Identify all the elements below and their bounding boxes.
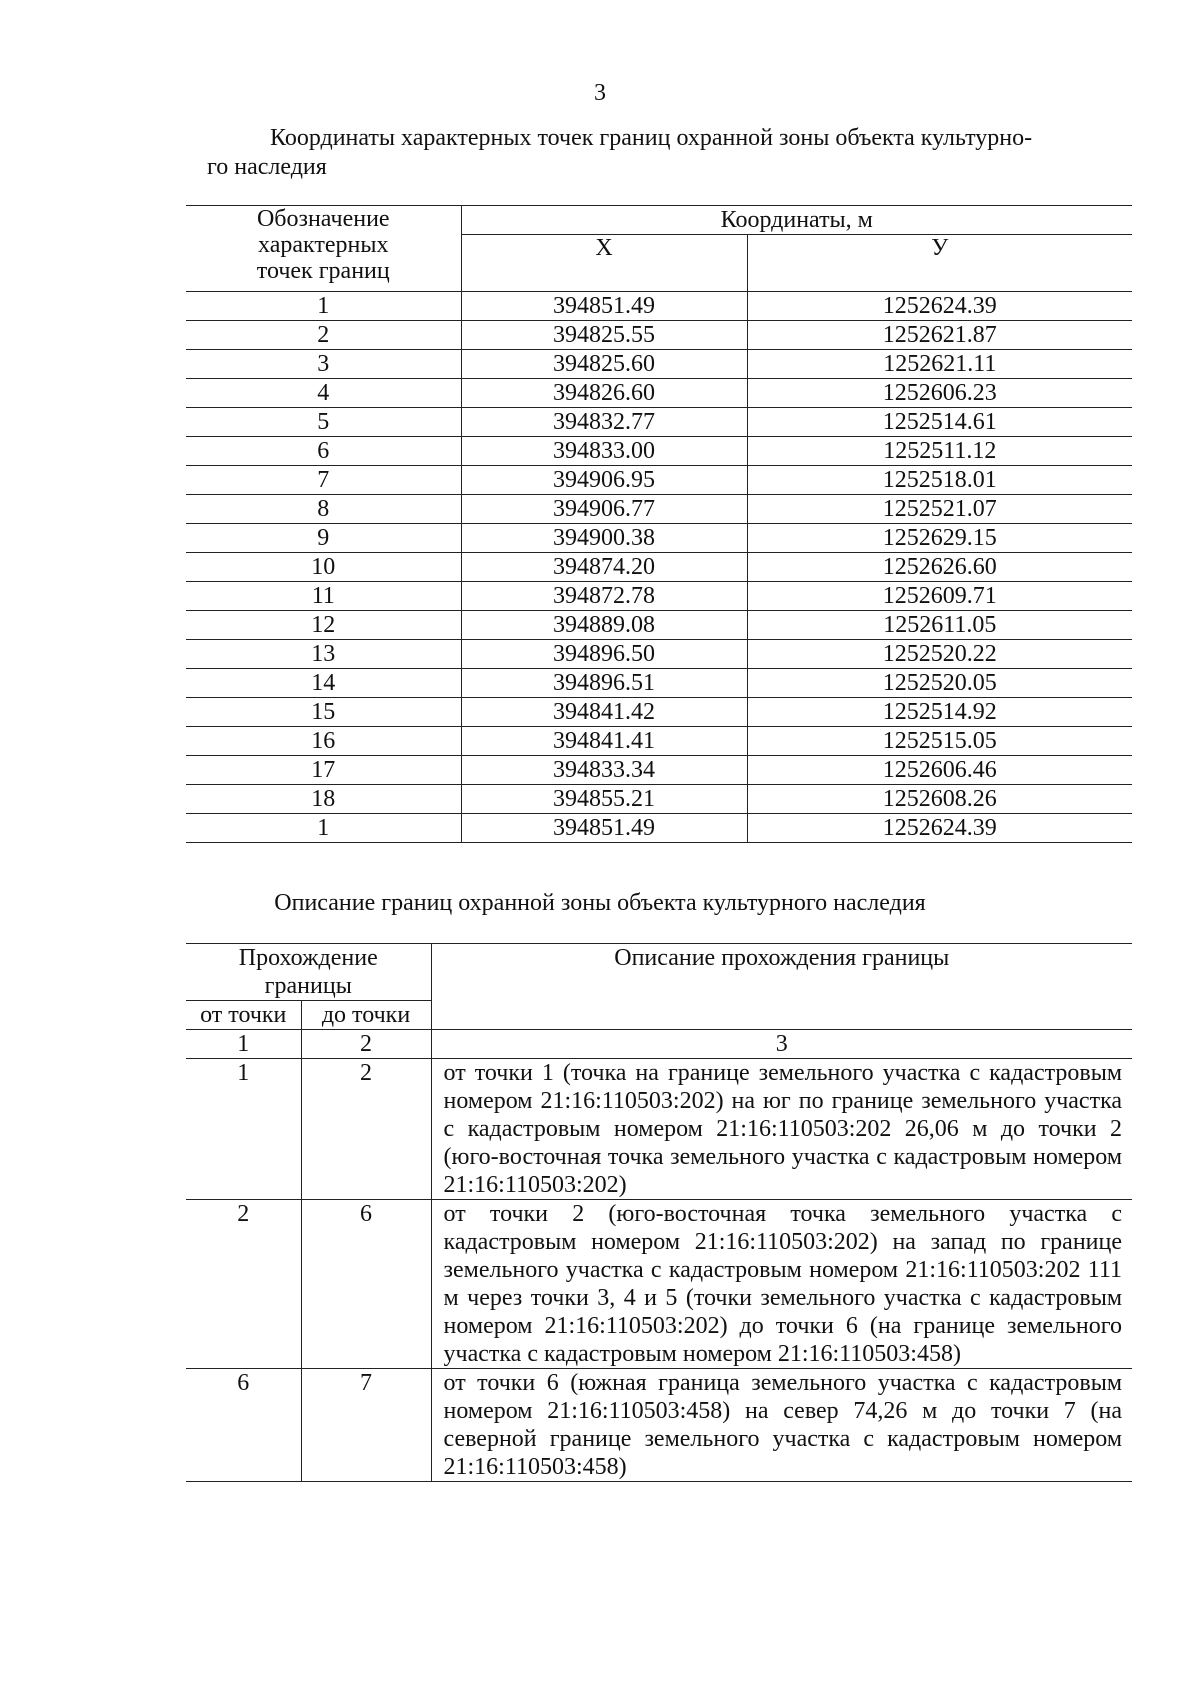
- boundary-segment-row: [186, 1369, 1132, 1482]
- to-point-cell: 6: [301, 1200, 431, 1369]
- point-number-cell: 14: [186, 669, 461, 698]
- y-coordinate-cell: 1252521.07: [747, 495, 1132, 524]
- x-coordinate-cell: 394841.42: [461, 698, 747, 727]
- x-coordinate-cell: 394896.51: [461, 669, 747, 698]
- from-point-cell: 2: [186, 1200, 301, 1369]
- page-number: 3: [594, 80, 606, 106]
- x-coordinate-cell: 394841.41: [461, 727, 747, 756]
- y-coordinate-cell: 1252511.12: [747, 437, 1132, 466]
- y-coordinate-cell: 1252621.87: [747, 321, 1132, 350]
- point-number-cell: 9: [186, 524, 461, 553]
- y-coordinate-cell: 1252629.15: [747, 524, 1132, 553]
- y-coordinate-cell: 1252520.22: [747, 640, 1132, 669]
- point-number-cell: 4: [186, 379, 461, 408]
- boundary-description-body: [186, 1059, 1132, 1482]
- point-number-cell: 13: [186, 640, 461, 669]
- x-coordinate-cell: 394851.49: [461, 292, 747, 321]
- point-number-cell: 2: [186, 321, 461, 350]
- x-coordinate-cell: 394826.60: [461, 379, 747, 408]
- y-coordinate-cell: 1252514.92: [747, 698, 1132, 727]
- point-number-cell: 11: [186, 582, 461, 611]
- coordinates-table-body: [186, 292, 1132, 843]
- segment-description-cell: от точки 2 (юго-восточная точка земельного участка с кадастровым номером 21:16:110503:202) на запад по границе земельного участка с кадастровым номером 21:16:110503:202 111 м через точки 3, 4 и 5 (точки земельного участка с кадастровым номером 21:16:110503:202) до точки 6 (на границе земельного участка с кадастровым номером 21:16:110503:458): [431, 1200, 1132, 1369]
- coordinate-row: [186, 785, 1132, 814]
- coordinate-row: [186, 640, 1132, 669]
- coordinate-row: [186, 669, 1132, 698]
- x-coordinate-cell: 394874.20: [461, 553, 747, 582]
- passage-header: Прохождение границы: [186, 944, 431, 1001]
- to-point-cell: 2: [301, 1059, 431, 1200]
- point-number-cell: 12: [186, 611, 461, 640]
- x-coordinate-cell: 394900.38: [461, 524, 747, 553]
- y-coordinate-cell: 1252624.39: [747, 814, 1132, 843]
- x-coordinate-cell: 394825.60: [461, 350, 747, 379]
- from-point-cell: 6: [186, 1369, 301, 1482]
- coordinate-row: [186, 495, 1132, 524]
- point-number-cell: 3: [186, 350, 461, 379]
- coordinate-row: [186, 756, 1132, 785]
- coordinate-row: [186, 321, 1132, 350]
- coordinate-row: [186, 582, 1132, 611]
- coordinates-header: Координаты, м: [461, 206, 1132, 235]
- x-coordinate-cell: 394906.77: [461, 495, 747, 524]
- x-coordinate-cell: 394832.77: [461, 408, 747, 437]
- y-coordinate-cell: 1252515.05: [747, 727, 1132, 756]
- x-coordinate-cell: 394851.49: [461, 814, 747, 843]
- x-header: Х: [461, 235, 747, 292]
- x-coordinate-cell: 394872.78: [461, 582, 747, 611]
- column-number-3: 3: [431, 1030, 1132, 1059]
- y-coordinate-cell: 1252520.05: [747, 669, 1132, 698]
- x-coordinate-cell: 394833.34: [461, 756, 747, 785]
- to-point-cell: 7: [301, 1369, 431, 1482]
- y-coordinate-cell: 1252621.11: [747, 350, 1132, 379]
- y-coordinate-cell: 1252606.23: [747, 379, 1132, 408]
- to-point-header: до точки: [301, 1001, 431, 1030]
- point-number-cell: 15: [186, 698, 461, 727]
- y-coordinate-cell: 1252514.61: [747, 408, 1132, 437]
- boundary-segment-row: [186, 1200, 1132, 1369]
- y-coordinate-cell: 1252611.05: [747, 611, 1132, 640]
- y-coordinate-cell: 1252518.01: [747, 466, 1132, 495]
- column-number-2: 2: [301, 1030, 431, 1059]
- point-number-cell: 1: [186, 292, 461, 321]
- y-coordinate-cell: 1252609.71: [747, 582, 1132, 611]
- description-table-title: Описание границ охранной зоны объекта культурного наследия: [274, 890, 926, 916]
- point-number-cell: 6: [186, 437, 461, 466]
- point-number-cell: 7: [186, 466, 461, 495]
- coordinates-table: [186, 205, 1132, 843]
- coordinate-row: [186, 727, 1132, 756]
- coordinate-row: [186, 379, 1132, 408]
- coordinate-row: [186, 292, 1132, 321]
- point-number-cell: 17: [186, 756, 461, 785]
- coordinates-title-line-2: го наследия: [207, 154, 327, 180]
- y-coordinate-cell: 1252606.46: [747, 756, 1132, 785]
- coordinates-title-line-1: Координаты характерных точек границ охранной зоны объекта культурно-: [270, 125, 1033, 151]
- column-number-1: 1: [186, 1030, 301, 1059]
- segment-description-cell: от точки 6 (южная граница земельного участка с кадастровым номером 21:16:110503:458) на север 74,26 м до точки 7 (на северной границе земельного участка с кадастровым номером 21:16:110503:458): [431, 1369, 1132, 1482]
- from-point-cell: 1: [186, 1059, 301, 1200]
- y-coordinate-cell: 1252624.39: [747, 292, 1132, 321]
- segment-description-cell: от точки 1 (точка на границе земельного участка с кадастровым номером 21:16:110503:202) на юг по границе земельного участка с кадастровым номером 21:16:110503:202 26,06 м до точки 2 (юго-восточная точка земельного участка с кадастровым номером 21:16:110503:202): [431, 1059, 1132, 1200]
- coordinate-row: [186, 466, 1132, 495]
- point-number-cell: 8: [186, 495, 461, 524]
- boundary-description-table: [186, 943, 1132, 1482]
- coordinate-row: [186, 698, 1132, 727]
- coordinate-row: [186, 553, 1132, 582]
- boundary-segment-row: [186, 1059, 1132, 1200]
- point-number-cell: 5: [186, 408, 461, 437]
- point-number-cell: 10: [186, 553, 461, 582]
- coordinate-row: [186, 437, 1132, 466]
- from-point-header: от точки: [186, 1001, 301, 1030]
- point-number-cell: 1: [186, 814, 461, 843]
- x-coordinate-cell: 394906.95: [461, 466, 747, 495]
- description-header: Описание прохождения границы: [431, 944, 1132, 1030]
- y-coordinate-cell: 1252608.26: [747, 785, 1132, 814]
- y-coordinate-cell: 1252626.60: [747, 553, 1132, 582]
- x-coordinate-cell: 394889.08: [461, 611, 747, 640]
- coordinates-table-title: [207, 124, 1132, 182]
- x-coordinate-cell: 394825.55: [461, 321, 747, 350]
- coordinate-row: [186, 611, 1132, 640]
- point-number-cell: 18: [186, 785, 461, 814]
- x-coordinate-cell: 394855.21: [461, 785, 747, 814]
- x-coordinate-cell: 394896.50: [461, 640, 747, 669]
- x-coordinate-cell: 394833.00: [461, 437, 747, 466]
- coordinate-row: [186, 524, 1132, 553]
- coordinate-row: [186, 814, 1132, 843]
- designation-header: Обозначение характерных точек границ: [186, 206, 461, 292]
- coordinate-row: [186, 408, 1132, 437]
- point-number-cell: 16: [186, 727, 461, 756]
- coordinate-row: [186, 350, 1132, 379]
- y-header: У: [747, 235, 1132, 292]
